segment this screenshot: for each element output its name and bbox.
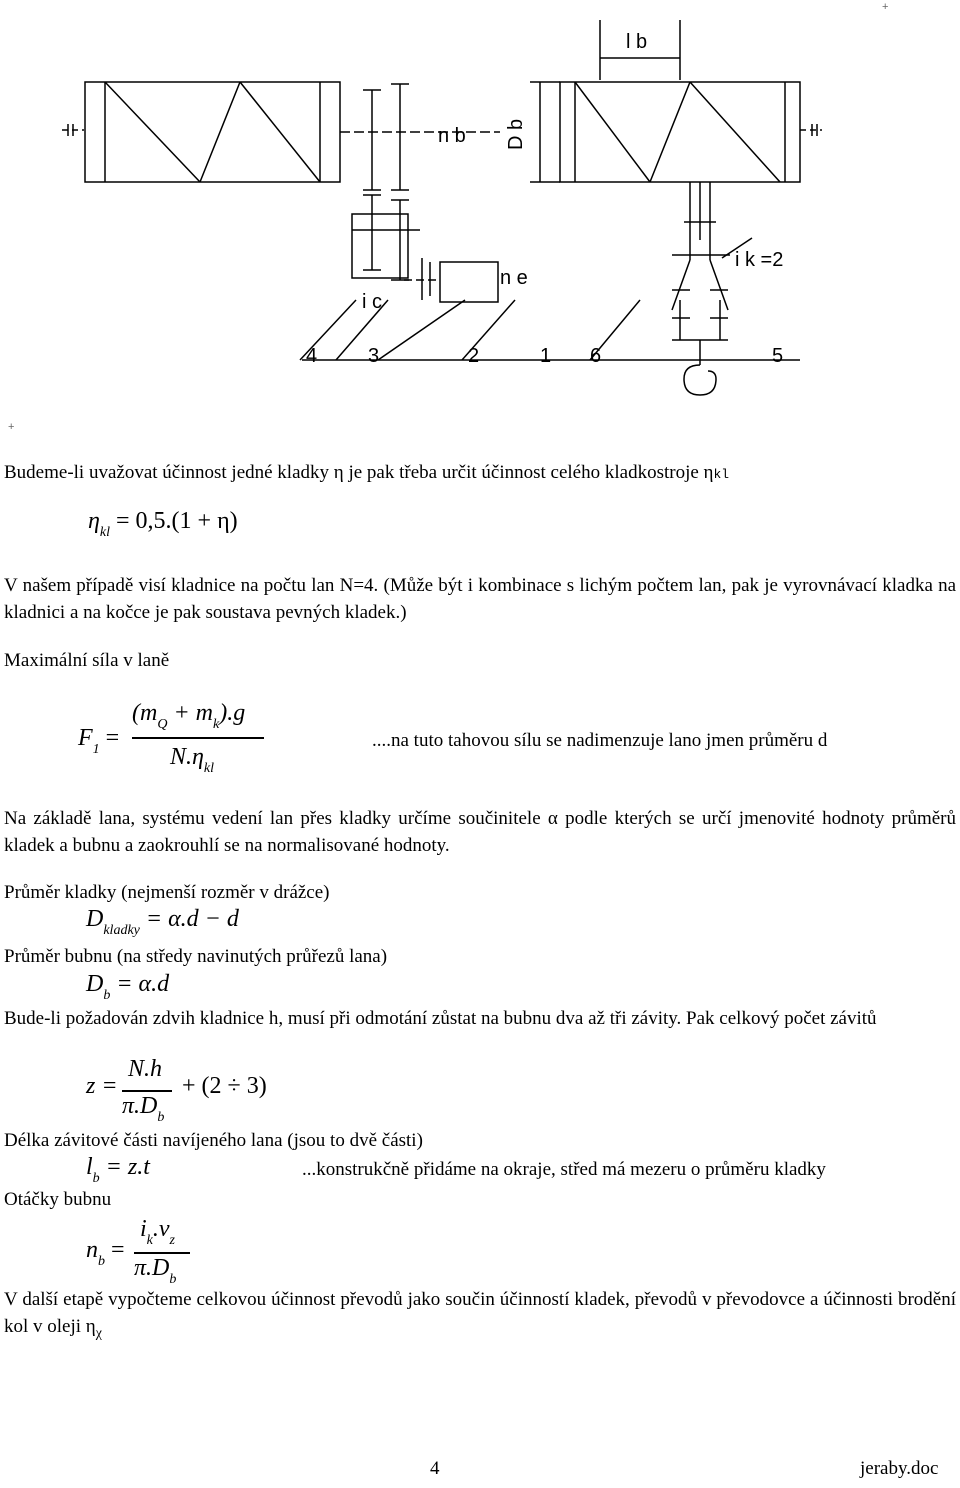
page-number: 4	[430, 1458, 440, 1479]
formula-nb-numerator: $i_k.v_z$	[140, 1216, 175, 1248]
position-2: 2	[468, 345, 480, 367]
formula-z-numerator: N.h	[128, 1056, 163, 1082]
formula-nb-fraction-bar	[134, 1252, 190, 1254]
heading-thread-length: Délka závitové části navíjeného lana (jsou to dvě části)	[4, 1130, 423, 1151]
note-rope-dimension: ....na tuto tahovou sílu se nadimenzuje lano jmen průměru d	[372, 730, 828, 751]
heading-max-force: Maximální síla v laně	[4, 650, 170, 671]
position-6: 6	[590, 345, 602, 367]
formula-z-tail: + (2 ÷ 3)	[182, 1073, 267, 1099]
heading-drum-speed: Otáčky bubnu	[4, 1189, 112, 1210]
heading-sheave-diameter: Průměr kladky (nejmenší rozměr v drážce)	[4, 882, 330, 903]
plus-mark-top: +	[882, 1, 889, 13]
position-1: 1	[540, 345, 552, 367]
position-3: 3	[368, 345, 380, 367]
label-Db: D b	[505, 118, 527, 150]
formula-f1-lhs: $F_1$ =	[78, 725, 120, 757]
formula-z-lhs: z =	[86, 1073, 118, 1099]
label-ic: i c	[362, 291, 382, 313]
label-ne: n e	[500, 267, 528, 289]
formula-d-b: $D_b = \alpha.d$	[86, 971, 170, 1003]
footer-filename: jeraby.doc	[860, 1458, 939, 1479]
formula-z-denominator: $\pi.D_b$	[122, 1093, 165, 1125]
formula-lb: $l_b = z.t$	[86, 1154, 150, 1186]
label-ik: i k =2	[735, 249, 784, 271]
paragraph-winding-count: Bude-li požadován zdvih kladnice h, musí při odmotání zůstat na bubnu dva až tři závity. Pak celkový počet závitů	[4, 1008, 877, 1029]
formula-d-kladky: $D_{kladky} = \alpha.d - d$	[86, 906, 239, 938]
heading-drum-diameter: Průměr bubnu (na středy navinutých průřezů lana)	[4, 946, 388, 967]
formula-f1-denominator: $N.\eta_{kl}$	[170, 744, 215, 776]
paragraph-rope-count: V našem případě visí kladnice na počtu lan N=4. (Může být i kombinace s lichým počtem lan, pak je vyrovnávací kladka na kladnici a na kočce je pak soustava pevných kladek.)	[4, 575, 956, 623]
paragraph-alpha-coefficient: Na základě lana, systému vedení lan přes kladky určíme součinitele α podle kterých se určí jmenovité hodnoty průměrů kladek a bubnu a zaokrouhlí se na normalisované hodnoty.	[4, 808, 956, 856]
label-lb: l b	[626, 31, 648, 53]
note-construction: ...konstrukčně přidáme na okraje, střed má mezeru o průměru kladky	[302, 1159, 826, 1180]
formula-f1-numerator: $(m_Q + m_k).g$	[132, 700, 246, 732]
formula-nb-lhs: $n_b$ =	[86, 1237, 125, 1269]
position-5: 5	[772, 345, 784, 367]
paragraph-total-efficiency: V další etapě vypočteme celkovou účinnost převodů jako součin účinností kladek, převodů v převodovce a účinnosti brodění kol v oleji $\eta_\chi$	[4, 1289, 956, 1341]
formula-eta-kl: $\eta_{kl} = 0,5.(1 + \eta)$	[88, 508, 238, 540]
label-nb: n b	[438, 125, 466, 147]
paragraph-efficiency: Budeme-li uvažovat účinnost jedné kladky η je pak třeba určit účinnost celého kladkostroje ηkl	[4, 462, 730, 483]
position-4: 4	[306, 345, 318, 367]
formula-z-fraction-bar	[122, 1090, 172, 1092]
formula-nb-denominator: $\pi.D_b$	[134, 1255, 177, 1287]
formula-f1-fraction-bar	[132, 737, 264, 739]
plus-mark-left: +	[8, 421, 15, 433]
crane-hoist-schematic	[0, 0, 960, 433]
